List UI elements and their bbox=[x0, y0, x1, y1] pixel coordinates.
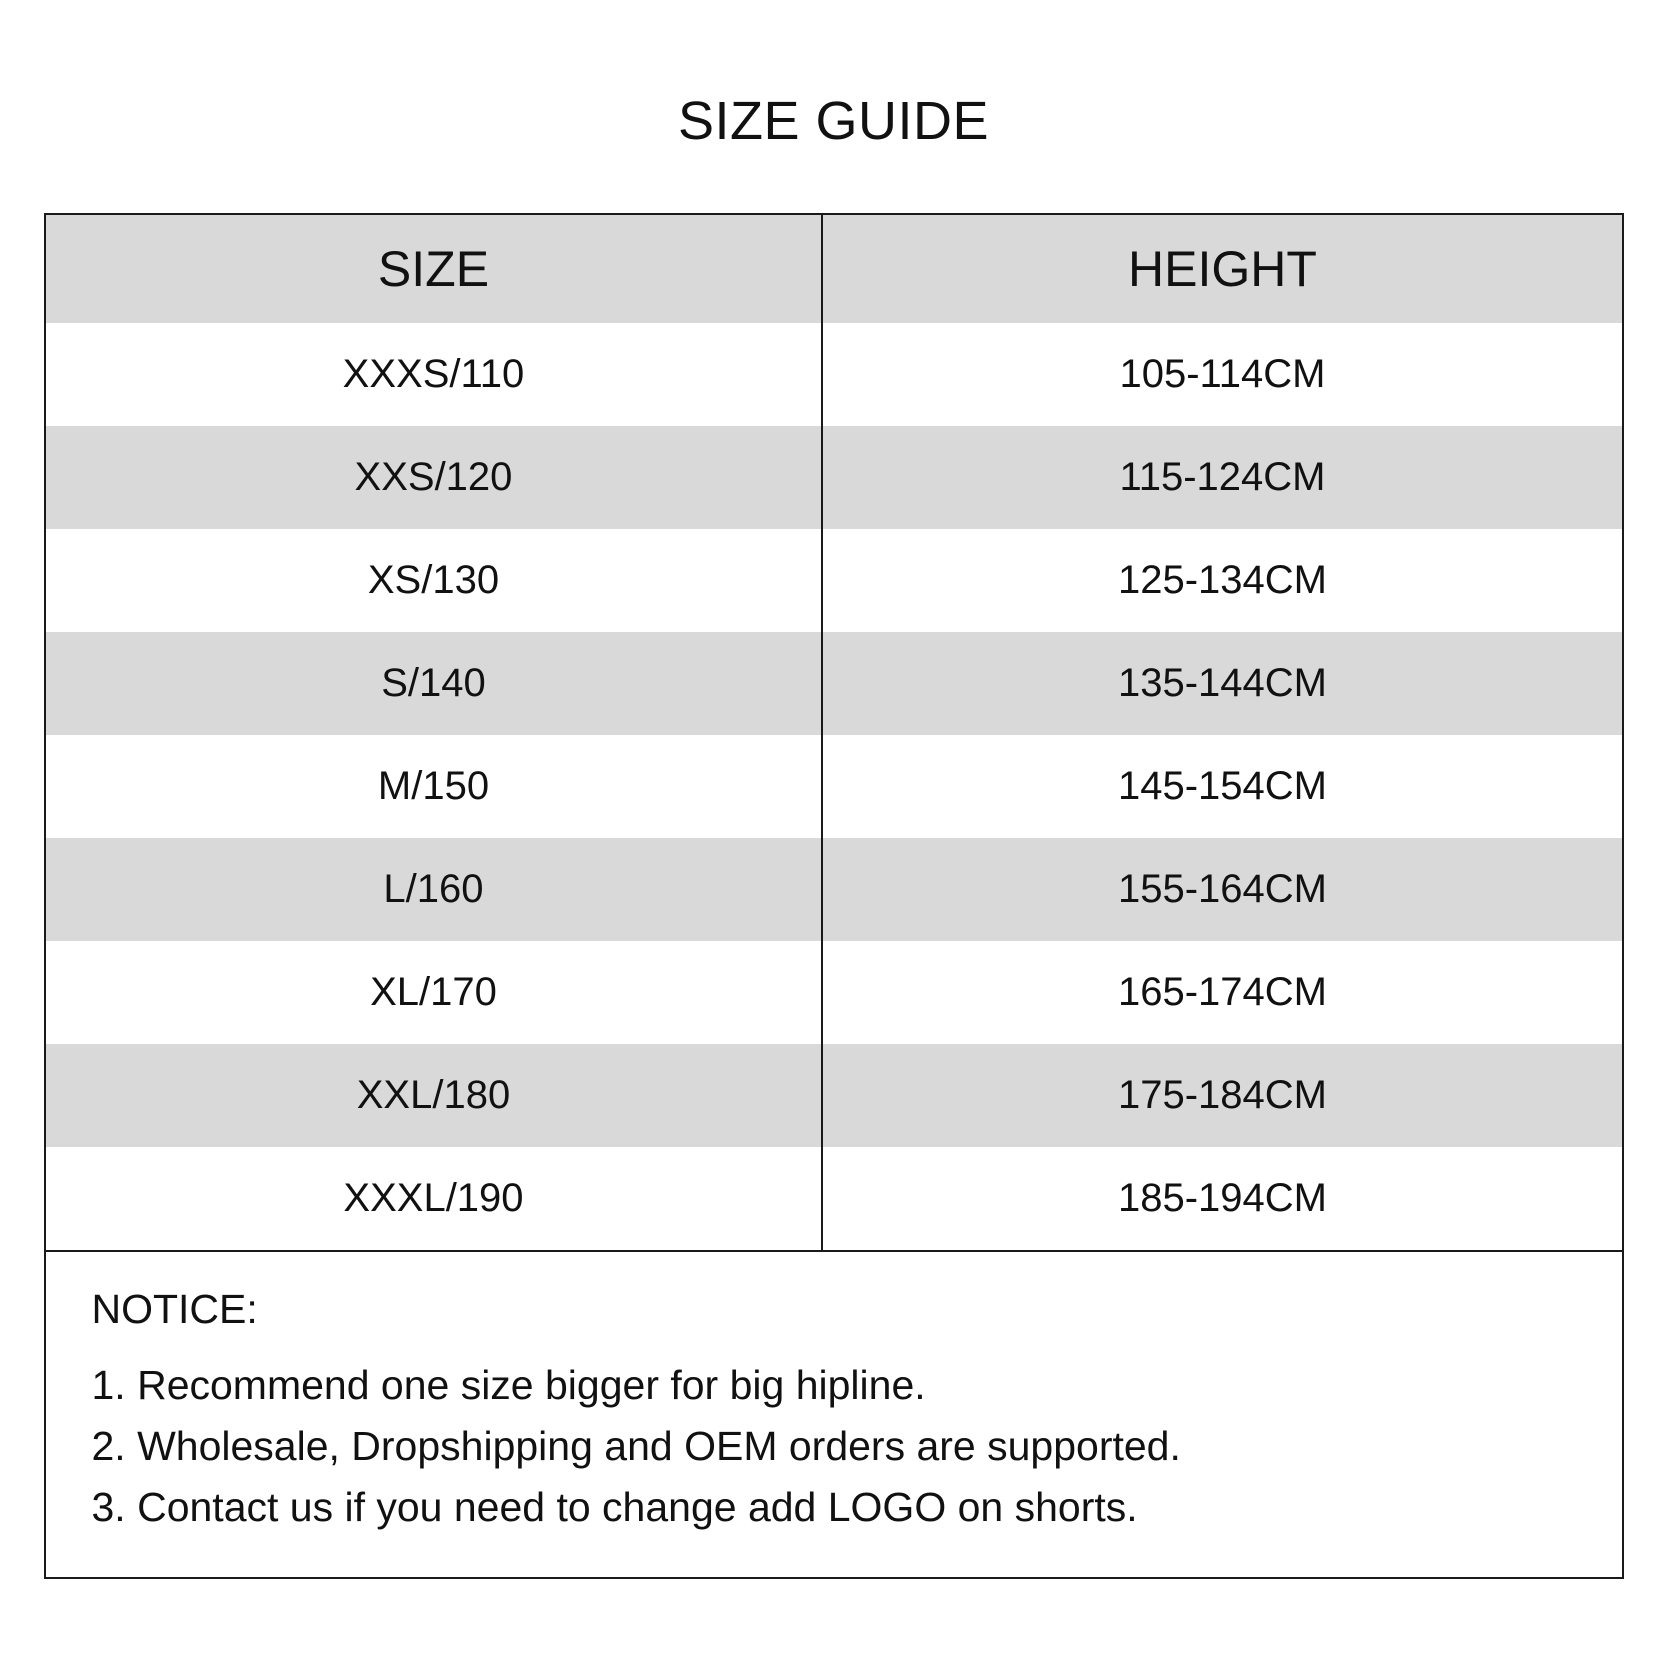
cell-height: 105-114CM bbox=[822, 323, 1621, 426]
table-row bbox=[46, 941, 1622, 1044]
page-title: SIZE GUIDE bbox=[677, 91, 990, 151]
cell-height: 165-174CM bbox=[822, 941, 1621, 1044]
cell-height: 135-144CM bbox=[822, 632, 1621, 735]
cell-size: S/140 bbox=[46, 632, 823, 735]
cell-size: XXL/180 bbox=[46, 1044, 823, 1147]
size-guide-table-container bbox=[44, 213, 1624, 1579]
cell-height: 145-154CM bbox=[822, 735, 1621, 838]
table-row bbox=[46, 1044, 1622, 1147]
cell-size: XS/130 bbox=[46, 529, 823, 632]
cell-size: M/150 bbox=[46, 735, 823, 838]
notice-line-2: 2. Wholesale, Dropshipping and OEM orders are supported. bbox=[91, 1423, 1181, 1470]
cell-height: 125-134CM bbox=[822, 529, 1621, 632]
table-header bbox=[46, 215, 1622, 323]
table-row bbox=[46, 529, 1622, 632]
column-header-size: SIZE bbox=[46, 215, 823, 323]
cell-height: 155-164CM bbox=[822, 838, 1621, 941]
cell-size: XXS/120 bbox=[46, 426, 823, 529]
notice-section bbox=[46, 1250, 1622, 1577]
notice-heading: NOTICE: bbox=[91, 1286, 258, 1333]
column-header-height: HEIGHT bbox=[822, 215, 1621, 323]
table-body bbox=[46, 323, 1622, 1250]
cell-height: 175-184CM bbox=[822, 1044, 1621, 1147]
table-row bbox=[46, 735, 1622, 838]
table-row bbox=[46, 1147, 1622, 1250]
table-row bbox=[46, 632, 1622, 735]
cell-size: XXXS/110 bbox=[46, 323, 823, 426]
notice-line-1: 1. Recommend one size bigger for big hipline. bbox=[91, 1362, 926, 1409]
cell-size: XXXL/190 bbox=[46, 1147, 823, 1250]
cell-size: XL/170 bbox=[46, 941, 823, 1044]
table-row bbox=[46, 426, 1622, 529]
cell-height: 115-124CM bbox=[822, 426, 1621, 529]
notice-line-3: 3. Contact us if you need to change add LOGO on shorts. bbox=[91, 1483, 1138, 1530]
table-row bbox=[46, 323, 1622, 426]
cell-size: L/160 bbox=[46, 838, 823, 941]
cell-height: 185-194CM bbox=[822, 1147, 1621, 1250]
table-header-row bbox=[46, 215, 1622, 323]
size-guide-table bbox=[46, 215, 1622, 1250]
table-row bbox=[46, 838, 1622, 941]
